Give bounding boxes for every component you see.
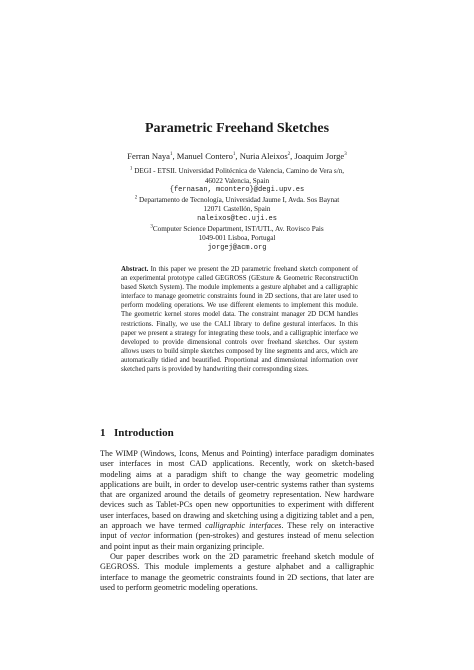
paragraph-text: . These rely on interactive input of [100, 521, 375, 541]
affiliation-line [0, 167, 474, 177]
abstract [121, 265, 358, 374]
paragraph-text: The WIMP (Windows, Icons, Menus and Pointing) interface paradigm dominates user interfaces in most CAD applications. Recently, work on sketch-based modeling aims at a paradigm shift to change the way geometric modeling applications are built, in order to develop user-centric systems rather than systems that are organized around the details of geometry representation. New hardware devices such as Tablet-PCs open new opportunities to experiment with different user interfaces, based on drawing and sketching using a digitizing tablet and a pen, an approach we have termed [100, 449, 374, 531]
paragraph-text: information (pen-strokes) and gestures instead of menu selection and point input as their main organizing principle. [100, 531, 375, 551]
italic-term: vector [130, 531, 151, 541]
section-title: Introduction [114, 427, 174, 439]
section-body [100, 449, 374, 593]
author-separator: , [290, 151, 295, 161]
author-separator: , [172, 151, 177, 161]
author-name: Manuel Contero [176, 151, 233, 161]
affiliation-line: 1049-001 Lisboa, Portugal [198, 234, 276, 243]
affiliation-email: jorgej@acm.org [207, 243, 267, 252]
affiliation-line [0, 225, 474, 235]
author-list [0, 151, 474, 161]
affiliation-line: 46022 Valencia, Spain [204, 176, 270, 185]
author-name: Ferran Naya [127, 151, 170, 161]
author-separator: , [235, 151, 240, 161]
abstract-label: Abstract. [121, 266, 149, 273]
author-affiliation-marker: 1 [232, 152, 236, 158]
paragraph [100, 449, 374, 552]
section-heading [100, 427, 174, 439]
author-affiliation-marker: 3 [344, 152, 347, 158]
affiliation-line [0, 196, 474, 206]
section-number: 1 [100, 427, 106, 439]
affiliation-marker: 1 [129, 166, 133, 172]
author-affiliation-marker: 2 [287, 152, 291, 158]
abstract-text: In this paper we present the 2D parametric freehand sketch component of an experimental prototype called GEGROSS (GEsture & Geometric ReconstructiOn based Sketch System). The module implements a gesture alphabet and a calligraphic interface to manage geometric constraints found in 2D sections, that are later used to perform modeling operations. We use different elements to implement this module. The geometric kernel stores model data. The constraint manager 2D DCM handles restrictions. Finally, we use the CALI library to define gestural interfaces. In this paper we present a strategy for integrating these tools, and a calligraphic interface we developed to provide dimensional controls over freehand sketches. Our system allows users to build simple sketches composed by line segments and arcs, which are automatically tidied and beautified. Proportional and dimensional information over sketched parts is provided by handwriting their corresponding sizes. [121, 266, 358, 374]
affiliation-marker: 3 [150, 224, 153, 230]
author-name: Joaquim Jorge [294, 151, 345, 161]
italic-term: calligraphic interfaces [205, 521, 282, 531]
author-affiliation-marker: 1 [170, 152, 173, 158]
affiliation-marker: 2 [134, 195, 138, 201]
paper-title: Parametric Freehand Sketches [144, 121, 330, 136]
affiliation-email: naleixos@tec.uji.es [197, 214, 277, 223]
affiliation-text: Departamento de Tecnología, Universidad Jaume I, Avda. Sos Baynat [139, 195, 340, 204]
paragraph: Our paper describes work on the 2D parametric freehand sketch module of GEGROSS. This module implements a gesture alphabet and a calligraphic interface to manage the geometric constraints found in 2D sections, that later are used to perform geometric modeling operations. [100, 551, 374, 592]
affiliations [0, 167, 474, 253]
author-name: Nuria Aleixos [239, 151, 288, 161]
affiliation-line: 12071 Castellón, Spain [203, 205, 271, 214]
affiliation-email: {fernasan, mcontero}@degi.upv.es [169, 186, 305, 195]
affiliation-text: DEGI - ETSII. Universidad Politécnica de Valencia, Camino de Vera s/n, [134, 167, 345, 175]
affiliation-text: Computer Science Department, IST/UTL, Av. Rovisco Pais [152, 224, 324, 233]
